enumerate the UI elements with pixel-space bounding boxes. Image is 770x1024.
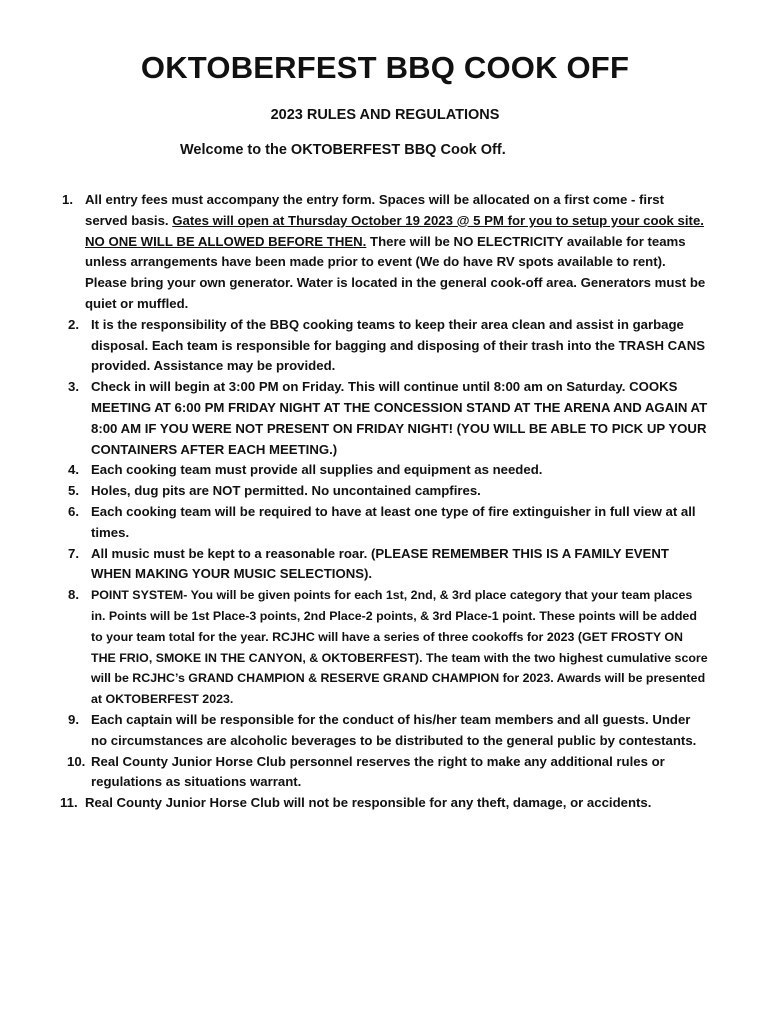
rules-list [58, 190, 708, 814]
rule-text: All music must be kept to a reasonable roar. (PLEASE REMEMBER THIS IS A FAMILY EVENT WHEN MAKING YOUR MUSIC SELECTIONS). [91, 545, 669, 582]
rule-item-7 [58, 544, 708, 586]
rule-number: 7. [68, 545, 79, 561]
rule-number: 5. [68, 483, 79, 499]
welcome-line: Welcome to the OKTOBERFEST BBQ Cook Off. [180, 142, 506, 158]
rule-item-5 [58, 481, 708, 502]
rule-text: POINT SYSTEM- You will be given points for each 1st, 2nd, & 3rd place category that your team places in. Points will be 1st Place-3 points, 2nd Place-2 points, & 3rd Place-1 point. These points will be added to your team total for the year. RCJHC will have a series of three cookoffs for 2023 (GET FROSTY ON THE FRIO, SMOKE IN THE CANYON, & OKTOBERFEST). The team with the two highest cumulative score will be RCJHC’s GRAND CHAMPION & RESERVE GRAND CHAMPION for 2023. Awards will be presented at OKTOBERFEST 2023. [91, 588, 708, 707]
rule-number: 1. [62, 192, 73, 207]
rule-item-11 [58, 793, 708, 814]
gates-open-notice: Gates will open at Thursday October 19 2023 @ 5 PM for you to setup your cook site. [172, 212, 704, 228]
rule-text: Real County Junior Horse Club will not be responsible for any theft, damage, or accidents. [85, 795, 652, 811]
document-title: OKTOBERFEST BBQ COOK OFF [140, 50, 630, 85]
rule-item-3 [58, 377, 708, 460]
rule-text: Check in will begin at 3:00 PM on Friday. This will continue until 8:00 am on Saturday. COOKS MEETING AT 6:00 PM FRIDAY NIGHT AT THE CONCESSION STAND AT THE ARENA AND AGAIN AT 8:00 AM IF YOU WERE NOT PRESENT ON FRIDAY NIGHT! (YOU WILL BE ABLE TO PICK UP YOUR CONTAINERS AFTER EACH MEETING.) [91, 379, 708, 457]
rule-number: 6. [68, 503, 79, 519]
rule-text [85, 190, 708, 315]
rule-item-9 [58, 710, 708, 752]
no-early-entry-notice: NO ONE WILL BE ALLOWED BEFORE THEN. [85, 233, 367, 249]
rule-item-1 [58, 190, 708, 315]
document-subtitle: 2023 RULES AND REGULATIONS [270, 107, 500, 123]
rule-number: 4. [68, 462, 79, 478]
rule-number: 8. [68, 587, 79, 603]
rule-item-2 [58, 315, 708, 377]
rule-number: 2. [68, 316, 79, 332]
rule-text: Each cooking team must provide all supplies and equipment as needed. [91, 462, 543, 478]
rule-text: Real County Junior Horse Club personnel reserves the right to make any additional rules or regulations as situations warrant. [91, 753, 665, 790]
rule-item-10 [58, 752, 708, 794]
rule-text-part: There will be NO ELECTRICITY available for teams unless arrangements have been made prior to event (We do have RV spots available to rent). Please bring your own generator. Water is located in the general cook-off area. Generators must be quiet or muffled. [85, 233, 706, 311]
rule-number: 10. [67, 753, 86, 769]
rule-text: Holes, dug pits are NOT permitted. No uncontained campfires. [91, 483, 481, 499]
rule-item-4 [58, 460, 708, 481]
rule-text: Each cooking team will be required to have at least one type of fire extinguisher in full view at all times. [91, 503, 696, 540]
rule-number: 3. [68, 379, 79, 395]
rule-text: Each captain will be responsible for the conduct of his/her team members and all guests. Under no circumstances are alcoholic beverages to be distributed to the general public by contestants. [91, 711, 697, 748]
rule-number: 11. [60, 795, 78, 811]
rule-item-6 [58, 502, 708, 544]
rule-text: It is the responsibility of the BBQ cooking teams to keep their area clean and assist in garbage disposal. Each team is responsible for bagging and disposing of their trash into the TRASH CANS provided. Assistance may be provided. [91, 316, 706, 374]
rule-text-part: All entry fees must accompany the entry form. Spaces will be allocated on a first come - first served basis. [85, 192, 664, 228]
rule-item-8 [58, 585, 708, 710]
rule-number: 9. [68, 711, 79, 727]
